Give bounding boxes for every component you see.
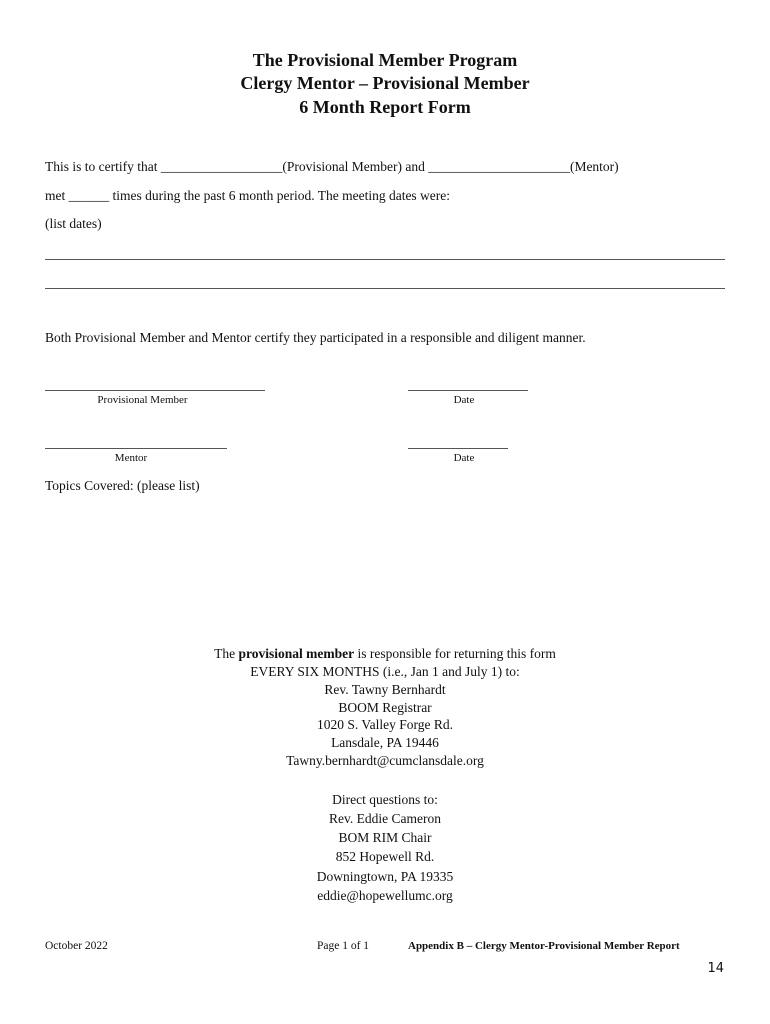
dates-line-1 [45,259,725,260]
provisional-member-signature-line [45,390,265,391]
footer-date: October 2022 [45,940,108,952]
met-line: met ______ times during the past 6 month period. The meeting dates were: [45,188,451,203]
certify-line: This is to certify that __________________(Provisional Member) and _____________________(Mentor) [45,159,619,174]
return-info-line: 1020 S. Valley Forge Rd. [316,717,453,732]
return-info-lead: The provisional member is responsible for returning this form [214,646,556,661]
questions-line: Direct questions to: [332,792,438,807]
return-info-line: Lansdale, PA 19446 [331,735,439,750]
mentor-signature-line [45,448,227,449]
registrar-email[interactable]: Tawny.bernhardt@cumclansdale.org [286,753,484,768]
return-info-line: BOOM Registrar [338,700,432,715]
date-signature-line-2 [408,448,508,449]
both-certify-text: Both Provisional Member and Mentor certify they participated in a responsible and diligent manner. [45,330,586,345]
topics-covered-label: Topics Covered: (please list) [45,478,200,493]
provisional-member-label: Provisional Member [97,394,188,406]
questions-line: Downingtown, PA 19335 [316,869,454,884]
return-info-line: Rev. Tawny Bernhardt [324,682,446,697]
mentor-label: Mentor [114,452,148,464]
questions-line: BOM RIM Chair [338,830,432,845]
title-line-3: 6 Month Report Form [299,97,471,117]
footer-appendix: Appendix B – Clergy Mentor-Provisional Member Report [408,940,680,952]
title-line-1: The Provisional Member Program [252,50,518,70]
list-dates-label: (list dates) [45,216,102,231]
chair-email[interactable]: eddie@hopewellumc.org [317,888,453,903]
questions-line: 852 Hopewell Rd. [335,849,435,864]
questions-line: Rev. Eddie Cameron [329,811,441,826]
return-info-line: EVERY SIX MONTHS (i.e., Jan 1 and July 1) to: [250,664,520,679]
date-label-1: Date [453,394,475,406]
date-label-2: Date [453,452,475,464]
dates-line-2 [45,288,725,289]
page-number: 14 [707,961,724,976]
date-signature-line-1 [408,390,528,391]
title-line-2: Clergy Mentor – Provisional Member [240,73,530,93]
footer-page: Page 1 of 1 [317,940,370,952]
